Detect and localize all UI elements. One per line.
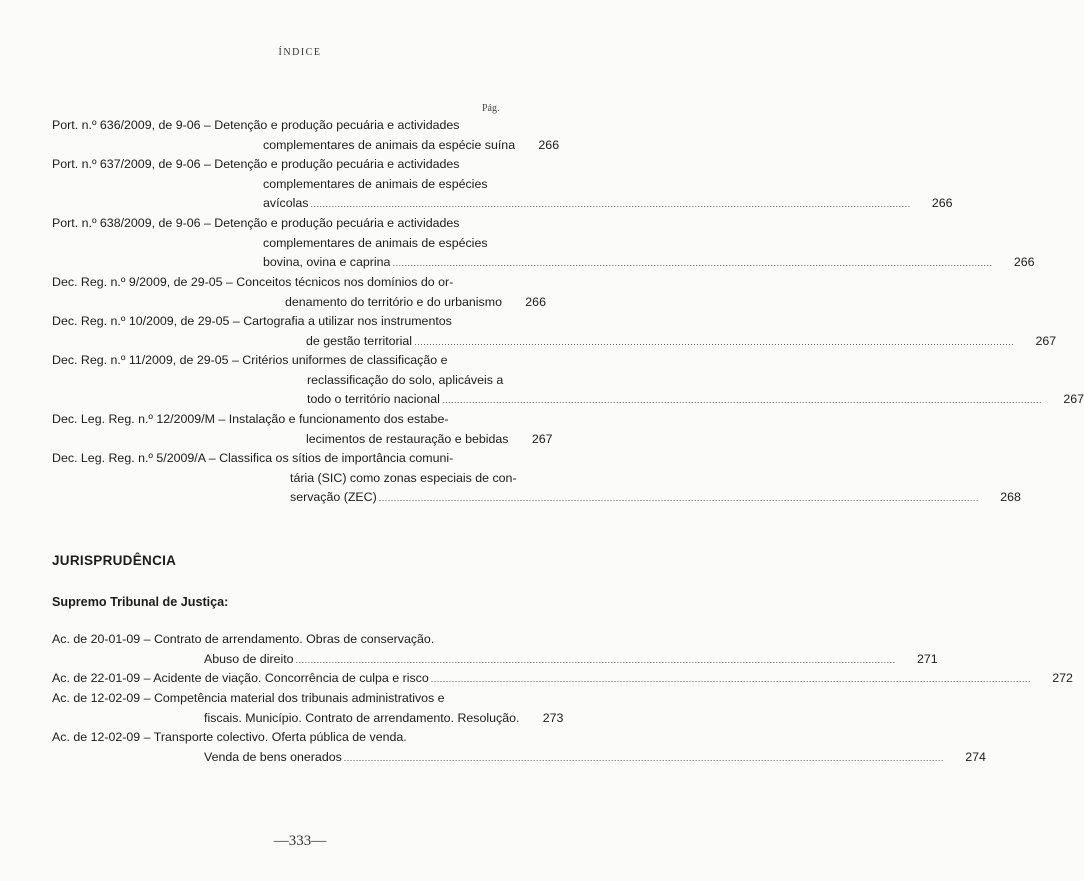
section-title-jurisprudence: JURISPRUDÊNCIA xyxy=(52,553,177,568)
running-header: ÍNDICE xyxy=(278,47,322,58)
page-ref: 266 xyxy=(931,196,953,210)
entry-continuation-text: todo o território nacional xyxy=(307,392,440,406)
index-entry xyxy=(52,312,1057,352)
entry-heading: Port. n.º 637/2009, de 9-06 – Detenção e produção pecuária e actividades xyxy=(52,157,460,171)
index-entry xyxy=(52,116,560,156)
entry-heading xyxy=(52,669,1073,690)
dot-leader: ........................................................................................................................................................................................................ xyxy=(392,258,993,268)
entry-continuation-line xyxy=(52,332,1057,353)
page-ref: 267 xyxy=(1035,333,1057,348)
index-entry xyxy=(52,214,1035,274)
page-ref: 273 xyxy=(542,710,564,725)
entry-continuation-text: tária (SIC) como zonas especiais de con- xyxy=(290,470,517,485)
page-ref: 271 xyxy=(916,651,938,666)
index-entry xyxy=(52,351,1084,411)
entry-continuation-line xyxy=(52,253,1035,274)
entry-continuation-line xyxy=(52,371,508,391)
page-number: —333— xyxy=(273,833,327,849)
index-entry xyxy=(52,410,553,450)
page-column-label: Pág. xyxy=(482,103,500,114)
index-entry xyxy=(52,689,564,729)
entry-continuation-line xyxy=(52,136,560,157)
entry-continuation-text: complementares de animais da espécie suína xyxy=(263,137,516,152)
page-ref: 268 xyxy=(1000,490,1021,504)
entry-heading: Port. n.º 636/2009, de 9-06 – Detenção e produção pecuária e actividades xyxy=(52,118,460,132)
entry-heading: Dec. Leg. Reg. n.º 5/2009/A – Classifica os sítios de importância comuni- xyxy=(52,451,454,465)
entry-continuation-text: Venda de bens onerados xyxy=(204,749,342,764)
entry-heading: Dec. Reg. n.º 10/2009, de 29-05 – Cartografia a utilizar nos instrumentos xyxy=(52,314,452,328)
subsection-title-stj: Supremo Tribunal de Justiça: xyxy=(52,595,229,609)
entry-continuation-line xyxy=(52,234,508,254)
dot-leader: ........................................................................................................................................................................................................ xyxy=(414,336,1015,347)
dot-leader: ........................................................................................................................................................................................................ xyxy=(441,395,1043,405)
page-ref: 266 xyxy=(525,294,546,309)
dot-leader: ........................................................................................................................................................................................................ xyxy=(430,674,1031,684)
entry-continuation-text: bovina, ovina e caprina xyxy=(263,255,391,269)
dot-leader: ........................................................................................................................................................................................................ xyxy=(378,493,979,503)
dot-leader: ........................................................................................................................................................................................................ xyxy=(310,199,911,209)
index-entry xyxy=(52,155,953,215)
entry-continuation-text: avícolas xyxy=(263,196,309,210)
index-entry xyxy=(52,273,546,313)
dot-leader: ........................................................................................................................................................................................................ xyxy=(343,752,944,763)
page-ref: 274 xyxy=(965,749,986,764)
page-ref: 266 xyxy=(538,137,560,152)
entry-continuation-line xyxy=(52,175,508,195)
index-entry xyxy=(52,669,1073,690)
entry-continuation-line xyxy=(52,650,938,671)
entry-continuation-line xyxy=(52,488,1021,509)
entry-continuation-text: reclassificação do solo, aplicáveis a xyxy=(307,372,504,387)
entry-heading: Dec. Reg. n.º 9/2009, de 29-05 – Conceitos técnicos nos domínios do or- xyxy=(52,275,454,289)
entry-continuation-line xyxy=(52,469,517,489)
index-entry xyxy=(52,728,986,768)
entry-heading: Ac. de 12-02-09 – Competência material dos tribunais administrativos e xyxy=(52,691,445,705)
entry-continuation-line xyxy=(52,430,553,451)
entry-heading: Port. n.º 638/2009, de 9-06 – Detenção e produção pecuária e actividades xyxy=(52,216,460,230)
entry-heading: Ac. de 20-01-09 – Contrato de arrendamento. Obras de conservação. xyxy=(52,632,435,646)
page-ref: 266 xyxy=(1013,255,1035,269)
entry-continuation-text: lecimentos de restauração e bebidas xyxy=(306,431,509,446)
page-ref: 267 xyxy=(1063,392,1084,406)
entry-continuation-line xyxy=(52,748,986,769)
entry-heading-text: Ac. de 22-01-09 – Acidente de viação. Concorrência de culpa e risco xyxy=(52,671,429,685)
entry-continuation-text: Abuso de direito xyxy=(204,651,294,666)
entry-continuation-text: servação (ZEC) xyxy=(290,490,377,504)
entry-continuation-line xyxy=(52,293,546,314)
entry-continuation-line xyxy=(52,390,1084,411)
entry-continuation-text: de gestão territorial xyxy=(306,333,413,348)
entry-continuation-text: denamento do território e do urbanismo xyxy=(285,294,502,309)
dot-leader: ........................................................................................................................................................................................................ xyxy=(295,654,896,665)
page-ref: 267 xyxy=(531,431,553,446)
index-entry xyxy=(52,630,938,670)
entry-heading: Ac. de 12-02-09 – Transporte colectivo. Oferta pública de venda. xyxy=(52,730,407,744)
entry-continuation-line xyxy=(52,709,564,730)
entry-continuation-text: fiscais. Município. Contrato de arrendamento. Resolução. xyxy=(204,710,520,725)
entry-continuation-text: complementares de animais de espécies xyxy=(263,176,488,191)
entry-continuation-text: complementares de animais de espécies xyxy=(263,235,488,250)
entry-continuation-line xyxy=(52,194,953,215)
index-entry xyxy=(52,449,1021,509)
page-ref: 272 xyxy=(1052,671,1073,685)
entry-heading: Dec. Reg. n.º 11/2009, de 29-05 – Critérios uniformes de classificação e xyxy=(52,353,448,367)
entry-heading: Dec. Leg. Reg. n.º 12/2009/M – Instalação e funcionamento dos estabe- xyxy=(52,412,449,426)
